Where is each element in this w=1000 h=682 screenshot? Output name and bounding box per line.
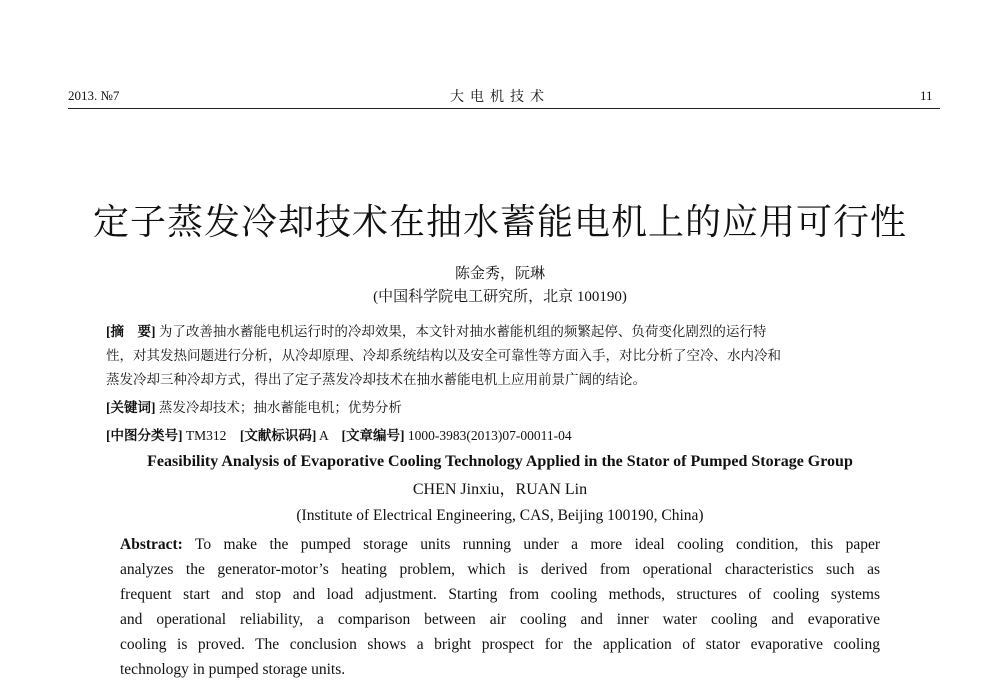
classification-line xyxy=(106,424,572,448)
abstract-en-line-4: and operational reliability, a comparison between air cooling and inner water cooling and evaporative xyxy=(120,611,880,628)
article-number-label: [文章编号] xyxy=(341,428,405,443)
abstract-en-text-1: To make the pumped storage units running under a more ideal cooling condition, this paper xyxy=(194,536,880,553)
abstract-cn-line-1 xyxy=(106,320,766,344)
issue-number: 2013. №7 xyxy=(68,88,120,103)
doc-code-value: A xyxy=(319,428,329,443)
authors-cn: 陈金秀，阮琳 xyxy=(454,266,545,282)
clc-label: [中图分类号] xyxy=(106,428,183,443)
keywords-cn-label: [关键词] xyxy=(106,400,156,415)
paper-title-cn: 定子蒸发冷却技术在抽水蓄能电机上的应用可行性 xyxy=(92,202,907,243)
abstract-cn-text-1: 为了改善抽水蓄能电机运行时的冷却效果，本文针对抽水蓄能机组的频繁起停、负荷变化剧烈的运行特 xyxy=(158,324,767,339)
abstract-cn-label: [摘 要] xyxy=(106,324,156,339)
abstract-en-line-5: cooling is proved. The conclusion shows a bright prospect for the application of stator evaporative cooling xyxy=(120,636,880,653)
journal-name: 大电机技术 xyxy=(450,90,550,105)
abstract-en-label: Abstract: xyxy=(120,536,183,553)
abstract-en-line-6: technology in pumped storage units. xyxy=(120,661,346,678)
affiliation-en: (Institute of Electrical Engineering, CAS, Beijing 100190, China) xyxy=(296,507,704,524)
clc-value: TM312 xyxy=(185,428,227,443)
abstract-en-line-1 xyxy=(120,532,880,557)
article-number-value: 1000-3983(2013)07-00011-04 xyxy=(407,428,572,443)
abstract-cn-line-3: 蒸发冷却三种冷却方式，得出了定子蒸发冷却技术在抽水蓄能电机上应用前景广阔的结论。 xyxy=(106,372,646,387)
abstract-en-line-2: analyzes the generator-motor’s heating problem, which is derived from operational characteristics such as xyxy=(120,561,880,578)
doc-code-label: [文献标识码] xyxy=(239,428,317,443)
affiliation-cn: (中国科学院电工研究所，北京 100190) xyxy=(373,289,627,305)
abstract-en-line-3: frequent start and stop and load adjustment. Starting from cooling methods, structures of cooling systems xyxy=(120,586,880,603)
page-number: 11 xyxy=(920,88,933,103)
paper-title-en: Feasibility Analysis of Evaporative Cooling Technology Applied in the Stator of Pumped Storage Group xyxy=(147,453,853,470)
header-rule xyxy=(68,108,940,109)
abstract-cn-line-2: 性，对其发热问题进行分析，从冷却原理、冷却系统结构以及安全可靠性等方面入手，对比分析了空冷、水内冷和 xyxy=(106,348,781,363)
keywords-cn-text: 蒸发冷却技术；抽水蓄能电机；优势分析 xyxy=(158,400,402,415)
authors-en: CHEN Jinxiu，RUAN Lin xyxy=(412,481,588,498)
keywords-cn xyxy=(106,396,402,420)
